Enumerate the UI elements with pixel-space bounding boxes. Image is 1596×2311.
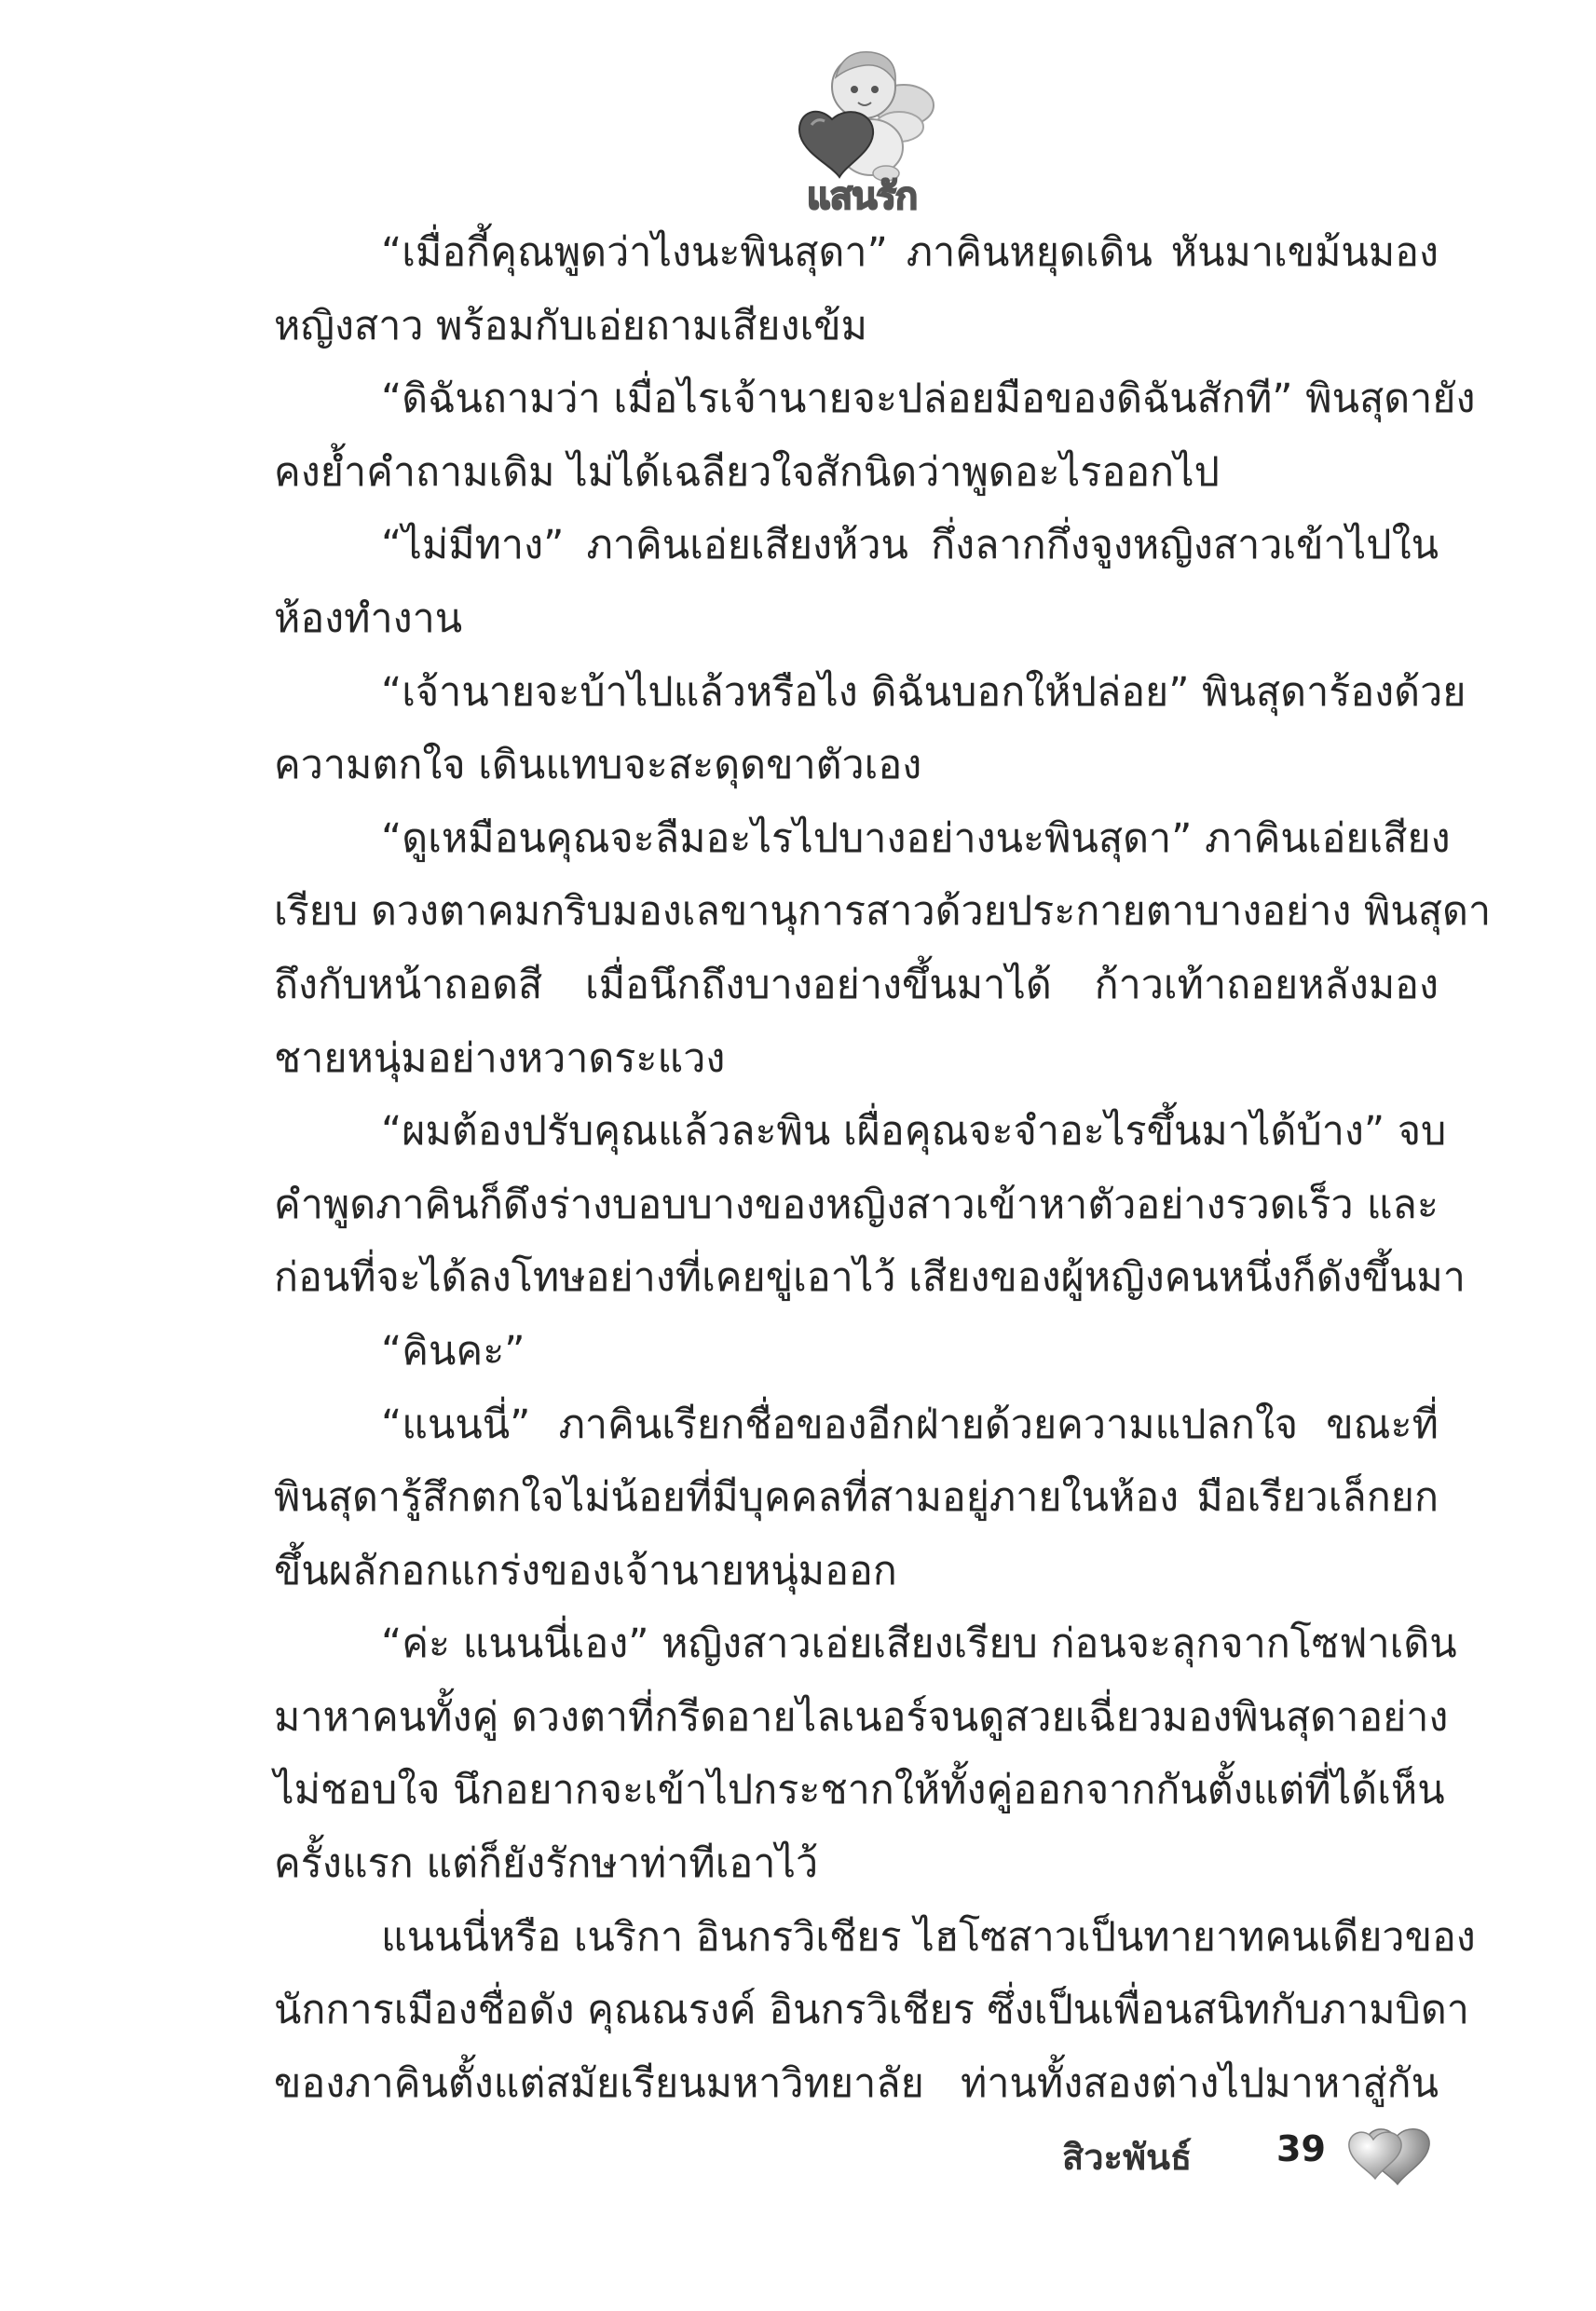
- text-line: “ผมต้องปรับคุณแล้วละพิน เผื่อคุณจะจำอะไรขึ้นมาได้บ้าง” จบ: [381, 1108, 1447, 1156]
- text-line: “เมื่อกี้คุณพูดว่าไงนะพินสุดา” ภาคินหยุดเดิน หันมาเขม้นมอง: [381, 229, 1439, 276]
- text-line: นักการเมืองชื่อดัง คุณณรงค์ อินกรวิเชียร ซึ่งเป็นเพื่อนสนิทกับภามบิดา: [274, 1987, 1469, 2034]
- text-line: ความตกใจ เดินแทบจะสะดุดขาตัวเอง: [274, 742, 922, 789]
- text-line: ก่อนที่จะได้ลงโทษอย่างที่เคยขู่เอาไว้ เสียงของผู้หญิงคนหนึ่งก็ดังขึ้นมา: [274, 1254, 1466, 1302]
- publisher-logo: [787, 35, 936, 218]
- text-line: “ไม่มีทาง” ภาคินเอ่ยเสียงห้วน กึ่งลากกึ่งจูงหญิงสาวเข้าไปใน: [381, 522, 1439, 569]
- story-body: [274, 216, 1492, 2120]
- text-line: พินสุดารู้สึกตกใจไม่น้อยที่มีบุคคลที่สามอยู่ภายในห้อง มือเรียวเล็กยก: [274, 1474, 1439, 1522]
- hearts-icon: [1342, 2119, 1444, 2194]
- text-line: “ดูเหมือนคุณจะลืมอะไรไปบางอย่างนะพินสุดา” ภาคินเอ่ยเสียง: [381, 814, 1451, 862]
- text-line: “แนนนี่” ภาคินเรียกชื่อของอีกฝ่ายด้วยความแปลกใจ ขณะที่: [381, 1401, 1439, 1448]
- text-line: ห้องทำงาน: [274, 595, 463, 642]
- text-line: คงย้ำคำถามเดิม ไม่ได้เฉลียวใจสักนิดว่าพูดอะไรออกไป: [274, 448, 1220, 496]
- page-footer: [1062, 2119, 1528, 2184]
- text-line: ครั้งแรก แต่ก็ยังรักษาท่าทีเอาไว้: [274, 1840, 819, 1888]
- author-name: สิวะพันธ์: [1062, 2137, 1193, 2178]
- text-line: “ดิฉันถามว่า เมื่อไรเจ้านายจะปล่อยมือของดิฉันสักที” พินสุดายัง: [381, 376, 1476, 423]
- text-line: แนนนี่หรือ เนริกา อินกรวิเชียร ไฮโซสาวเป็นทายาทคนเดียวของ: [381, 1913, 1476, 1961]
- text-line: “ค่ะ แนนนี่เอง” หญิงสาวเอ่ยเสียงเรียบ ก่อนจะลุกจากโซฟาเดิน: [381, 1620, 1457, 1668]
- text-line: “คินคะ”: [381, 1327, 525, 1374]
- text-line: มาหาคนทั้งคู่ ดวงตาที่กรีดอายไลเนอร์จนดูสวยเฉี่ยวมองพินสุดาอย่าง: [274, 1693, 1449, 1741]
- page-number: 39: [1276, 2128, 1326, 2169]
- text-line: ชายหนุ่มอย่างหวาดระแวง: [274, 1034, 726, 1082]
- text-line: หญิงสาว พร้อมกับเอ่ยถามเสียงเข้ม: [274, 302, 867, 349]
- text-line: ไม่ชอบใจ นึกอยากจะเข้าไปกระชากให้ทั้งคู่ออกจากกันตั้งแต่ที่ได้เห็น: [274, 1767, 1445, 1814]
- text-line: ขึ้นผลักอกแกร่งของเจ้านายหนุ่มออก: [274, 1547, 897, 1594]
- text-line: เรียบ ดวงตาคมกริบมองเลขานุการสาวด้วยประกายตาบางอย่าง พินสุดา: [274, 888, 1492, 936]
- logo-text: แสนรัก: [806, 175, 918, 218]
- text-line: “เจ้านายจะบ้าไปแล้วหรือไง ดิฉันบอกให้ปล่อย” พินสุดาร้องด้วย: [381, 668, 1466, 716]
- text-line: คำพูดภาคินก็ดึงร่างบอบบางของหญิงสาวเข้าหาตัวอย่างรวดเร็ว และ: [274, 1181, 1439, 1228]
- text-line: ถึงกับหน้าถอดสี เมื่อนึกถึงบางอย่างขึ้นมาได้ ก้าวเท้าถอยหลังมอง: [274, 961, 1439, 1008]
- text-line: ของภาคินตั้งแต่สมัยเรียนมหาวิทยาลัย ท่านทั้งสองต่างไปมาหาสู่กัน: [274, 2059, 1439, 2107]
